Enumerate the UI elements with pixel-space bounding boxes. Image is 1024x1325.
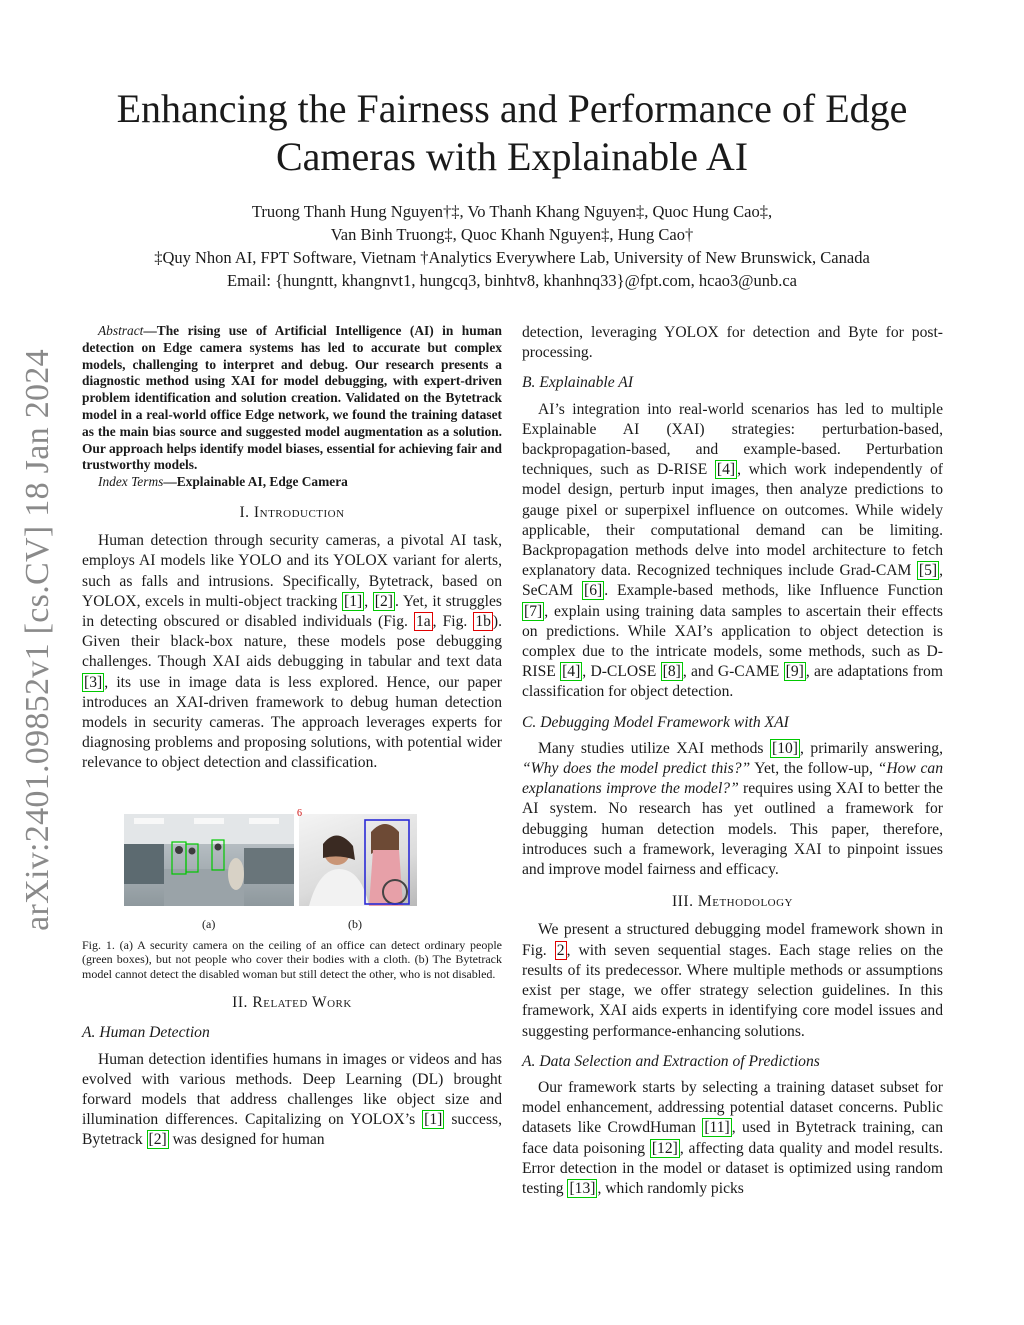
left-column: [82, 323, 502, 1151]
index-terms-text: —Explainable AI, Edge Camera: [163, 474, 348, 490]
email: Email: {hungntt, khangnvt1, hungcq3, binhtv8, khanhnq33}@fpt.com, hcao3@unb.ca: [226, 271, 797, 290]
abstract-label: Abstract: [98, 323, 144, 338]
citation-link[interactable]: [4]: [562, 663, 581, 681]
abstract: [82, 323, 502, 474]
office-camera-image: [124, 814, 294, 906]
author-line-2: Van Binh Truong‡, Quoc Khanh Nguyen‡, Hung Cao†: [330, 225, 694, 244]
figure-link[interactable]: 1a: [415, 612, 431, 630]
author-line-1: Truong Thanh Hung Nguyen†‡, Vo Thanh Khang Nguyen‡, Quoc Hung Cao‡,: [251, 202, 773, 221]
subfigure-b-label: (b): [348, 916, 362, 931]
method-paragraph: We present a structured debugging model framework shown in Fig. 2 , with seven sequential stages. Each stage relies on the results of its predecessor. Where multiple methods or assumptions exist per stage, we offer strategy selection guidelines. In this framework, XAI aids experts in identifying core model issues and suggesting performance-enhancing solutions.: [522, 921, 943, 1040]
citation-link[interactable]: [2]: [374, 592, 393, 610]
wheelchair-scene-illustration: [299, 814, 417, 906]
data-selection-paragraph: Our framework starts by selecting a training dataset subset for model enhancement, addressing potential dataset concerns. Public datasets like CrowdHuman [11] , used in Bytetrack training, can face data poisoning [12] , affecting data quality and model results. Error detection in the model or dataset is optimized using random testing [13] , which randomly picks: [522, 1078, 943, 1197]
section-heading-intro: I. Introduction: [239, 503, 345, 521]
abstract-text: —The rising use of Artificial Intelligence (AI) in human detection on Edge camera systems has led to accurate but complex models, challenging to interpret and debug. Our research presents a diagnostic method using XAI for model debugging, with expert-driven problem identification and solution creation. Validated on the Bytetrack model in a real-world office Edge network, we found the training dataset as the main bias source and suggested model augmentation as a solution. Our approach helps identify model biases, essential for achieving fair and trustworthy models.: [82, 323, 502, 473]
citation-link[interactable]: [6]: [584, 582, 603, 600]
affiliation: ‡Quy Nhon AI, FPT Software, Vietnam †Analytics Everywhere Lab, University of New Brunswick, Canada: [154, 248, 870, 267]
index-terms-label: Index Terms: [98, 474, 164, 490]
right-column: [522, 323, 943, 1199]
subsection-xai: B. Explainable AI: [522, 374, 634, 392]
citation-link[interactable]: [1]: [344, 592, 363, 610]
continued-paragraph: detection, leveraging YOLOX for detection and Byte for post-processing.: [522, 324, 943, 362]
citation-link[interactable]: [10]: [772, 739, 798, 757]
office-scene-illustration: [124, 814, 294, 906]
author-block: [80, 200, 944, 292]
arxiv-id-text: arXiv:2401.09852v1 [cs.CV] 18 Jan 2024: [19, 349, 56, 931]
xai-paragraph: AI’s integration into real-world scenarios has led to multiple Explainable AI (XAI) strategies: perturbation-based, backpropagation-based, and example-based. Perturbation techniques, such as D-RISE [4] , which work independently of model design, perturb input images, then analyze predictions to gauge pixel or superpixel influence on outcomes. While widely applicable, their computational demand can be limiting. Backpropagation methods delve into model architecture to fetch explanatory data. Recognized techniques include Grad-CAM [5] , SeCAM [6] . Example-based methods, like Influence Function [7] , explain using training data samples to ascertain their effects on predictions. While XAI’s application to object detection is complex due to the intricate models, some methods, such as D-RISE [4] , D-CLOSE [8] , and G-CAME [9] , are adaptations from classification for object detection.: [522, 400, 944, 701]
citation-link[interactable]: [4]: [716, 461, 736, 479]
disabled-woman-image: [297, 807, 417, 906]
figure-1: [82, 807, 502, 932]
citation-link[interactable]: [13]: [569, 1179, 596, 1197]
subfigure-a-label: (a): [202, 916, 216, 931]
figure-link[interactable]: 2: [556, 941, 565, 959]
intro-paragraph: Human detection through security cameras, a pivotal AI task, employs AI models like YOLO and its YOLOX variant for alerts, such as falls and intrusions. Specifically, Bytetrack, based on YOLOX, excels in multi-object tracking [1] , [2] . Yet, it struggles in detecting obscured or disabled individuals (Fig. 1a , Fig. 1b ). Given their black-box nature, these models pose debugging challenges. Though XAI aids debugging in tabular and text data [3] , its use in image data is less explored. Hence, our paper introduces an XAI-driven framework to debug human detection models in security cameras. The approach leverages experts for diagnosing problems and proposing solutions, with potential wider relevance to object detection and classification.: [82, 532, 502, 772]
arxiv-identifier: [8, 320, 68, 960]
debug-paragraph: Many studies utilize XAI methods [10] , primarily answering, “Why does the model predict this?” Yet, the follow-up, “How can explanations improve the model?” requires using XAI to better the AI system. No research has yet outlined a framework for debugging human detection models. This paper, therefore, introduces such a framework, leveraging XAI to pinpoint issues and improve model fairness and efficacy.: [522, 739, 944, 879]
index-terms: [82, 474, 502, 491]
citation-link[interactable]: [12]: [651, 1139, 678, 1157]
citation-link[interactable]: [11]: [704, 1119, 730, 1137]
figure-1-caption: Fig. 1. (a) A security camera on the ceiling of an office can detect ordinary people (green boxes), but not people who cover their bodies with a cloth. (b) The Bytetrack model cannot detect the disabled woman but still detect the other, who is not disabled.: [82, 937, 502, 981]
section-heading-method: III. Methodology: [671, 893, 793, 911]
subsection-debug: C. Debugging Model Framework with XAI: [522, 713, 789, 731]
human-detection-paragraph: Human detection identifies humans in images or videos and has evolved with various methods. Deep Learning (DL) brought forward models that address challenges like object size and illumination differences. Capitalizing on YOLOX’s [1] success, Bytetrack [2] was designed for human: [82, 1050, 502, 1149]
figure-link[interactable]: 1b: [475, 612, 491, 630]
citation-link[interactable]: [2]: [148, 1131, 167, 1149]
citation-link[interactable]: [9]: [785, 663, 804, 681]
subsection-data-selection: A. Data Selection and Extraction of Predictions: [522, 1052, 820, 1070]
citation-link[interactable]: [3]: [84, 673, 103, 691]
citation-link[interactable]: [8]: [662, 663, 681, 681]
citation-link[interactable]: [1]: [424, 1111, 443, 1129]
citation-link[interactable]: [5]: [918, 562, 938, 580]
citation-link[interactable]: [7]: [524, 602, 543, 620]
paper-title: Enhancing the Fairness and Performance of Edge Cameras with Explainable AI: [116, 86, 908, 179]
track-id-label: 6: [297, 807, 302, 819]
section-heading-related: II. Related Work: [232, 994, 352, 1012]
subsection-human-detection: A. Human Detection: [82, 1024, 210, 1042]
